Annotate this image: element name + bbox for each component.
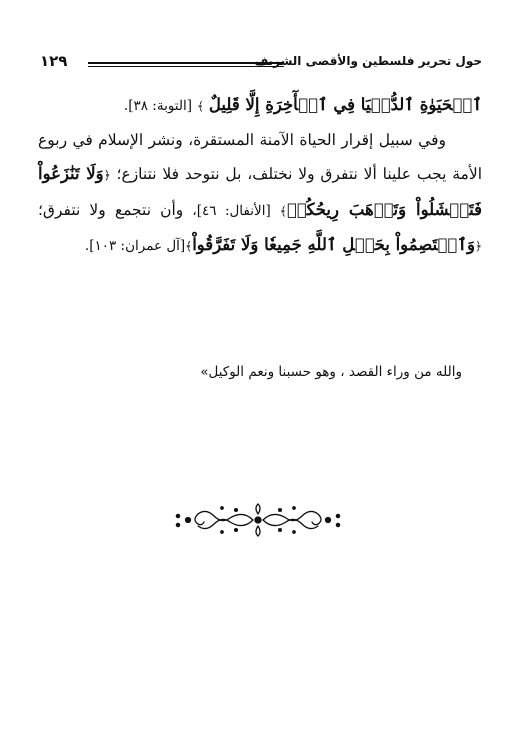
paragraph-1 <box>38 88 482 124</box>
ornate-bracket-open: ﴿ <box>474 239 482 254</box>
floral-divider-ornament-icon <box>168 500 348 540</box>
paragraph-2 <box>38 124 482 264</box>
ornate-bracket-close: ﴾ <box>185 239 193 254</box>
quran-verse: وَٱعۡتَصِمُواْ بِحَبۡلِ ٱللَّهِ جَمِيعٗا وَلَا تَفَرَّقُواْ <box>192 235 475 255</box>
main-text <box>38 88 482 264</box>
verse-reference: [التوبة: ٣٨]. <box>123 98 193 114</box>
ornate-bracket-close: ﴾ <box>196 99 204 113</box>
page-number: ١٢٩ <box>40 52 68 70</box>
running-title: حول تحرير فلسطين والأقصى الشريف <box>254 54 482 68</box>
verse-reference: [الأنفال: ٤٦]، <box>192 202 271 219</box>
verse-reference: [آل عمران: ١٠٣]. <box>84 238 186 255</box>
ornate-bracket-close: ﴾ <box>279 203 287 218</box>
quran-verse: وَلَا تَنَٰزَعُواْ فَتَفۡشَلُواْ وَتَذۡهَبَ رِيحُكُمۡ <box>38 164 482 219</box>
prose-text: وأن نتجمع ولا نتفرق؛ <box>38 200 184 219</box>
ornate-bracket-open: ﴿ <box>103 168 111 183</box>
page-header <box>40 52 482 78</box>
prose-text: وفي سبيل إقرار الحياة الآمنة المستقرة، ونشر الإسلام في ربوع الأمة يجب علينا ألا نتفرق ولا نختلف، بل نتوحد فلا نتنازع؛ <box>38 130 482 184</box>
quran-verse: ٱلۡحَيَوٰةِ ٱلدُّنۡيَا فِي ٱلۡأٓخِرَةِ إِلَّا قَلِيلٌ <box>208 95 482 114</box>
closing-line: والله من وراء القصد ، وهو حسبنا ونعم الوكيل» <box>200 364 462 380</box>
header-rule <box>88 62 284 68</box>
